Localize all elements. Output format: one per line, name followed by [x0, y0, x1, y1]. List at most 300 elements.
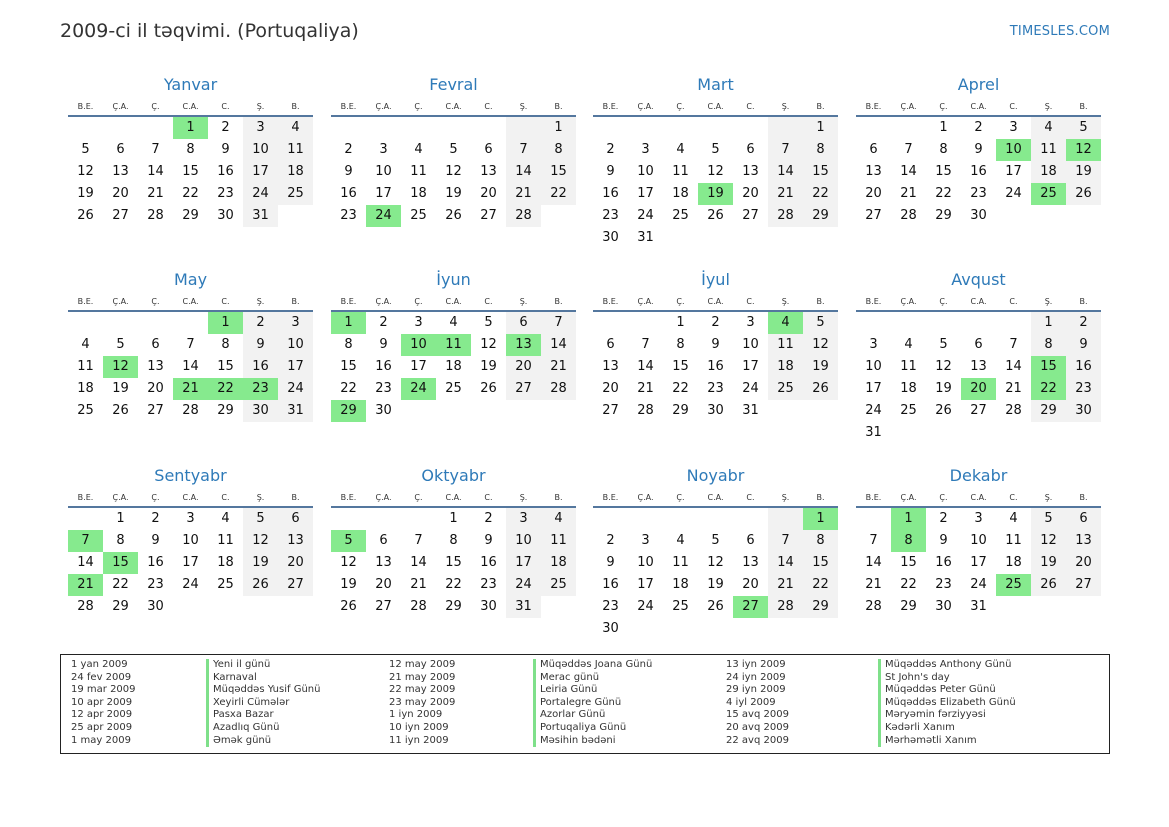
legend-date: 1 iyn 2009	[389, 709, 443, 721]
weekday-label: Ç.	[676, 493, 685, 502]
day-cell: 26	[707, 208, 724, 223]
day-cell: 21	[900, 186, 917, 201]
day-cell: 13	[1066, 530, 1101, 552]
weekday-label: B.	[1079, 297, 1088, 306]
weekday-label: C.	[1009, 493, 1018, 502]
day-cell: 22	[182, 186, 199, 201]
day-cell: 1	[116, 511, 125, 526]
legend-date: 12 may 2009	[389, 659, 456, 670]
day-cell: 7	[904, 142, 913, 157]
empty-cell	[173, 312, 208, 334]
empty-cell	[768, 117, 803, 139]
day-cell: 18	[900, 381, 917, 396]
day-cell: 2	[606, 142, 615, 157]
day-cell: 15	[803, 161, 838, 183]
weekday-label: B.E.	[602, 102, 619, 111]
day-cell: 19	[803, 356, 838, 378]
weekday-header	[593, 488, 838, 508]
day-cell: 3	[243, 117, 278, 139]
empty-cell	[401, 508, 436, 530]
day-cell: 11	[672, 555, 689, 570]
day-cell: 27	[1066, 574, 1101, 596]
day-cell: 14	[77, 555, 94, 570]
day-cell: 13	[278, 530, 313, 552]
day-cell: 9	[344, 164, 353, 179]
day-cell: 11	[217, 533, 234, 548]
holiday-day-cell: 13	[506, 334, 541, 356]
day-cell: 16	[147, 555, 164, 570]
legend-holiday-name: Mərhəmətli Xanım	[885, 734, 977, 746]
day-cell: 23	[602, 208, 619, 223]
day-cell: 26	[803, 378, 838, 400]
day-cell: 29	[803, 205, 838, 227]
holiday-day-cell: 1	[173, 117, 208, 139]
empty-cell	[366, 508, 401, 530]
day-cell: 31	[865, 425, 882, 440]
day-cell: 1	[1031, 312, 1066, 334]
day-cell: 31	[278, 400, 313, 422]
day-cell: 7	[869, 533, 878, 548]
day-cell: 20	[742, 186, 759, 201]
day-cell: 19	[707, 577, 724, 592]
empty-cell	[506, 117, 541, 139]
day-cell: 22	[445, 577, 462, 592]
weekday-label: C.A.	[970, 102, 987, 111]
day-cell: 12	[445, 164, 462, 179]
holiday-day-cell: 25	[1031, 183, 1066, 205]
weekday-header	[331, 97, 576, 117]
empty-cell	[593, 508, 628, 530]
day-cell: 19	[445, 186, 462, 201]
day-cell: 6	[278, 508, 313, 530]
holiday-day-cell: 7	[68, 530, 103, 552]
day-cell: 21	[541, 356, 576, 378]
holiday-day-cell: 19	[698, 183, 733, 205]
weekday-label: B.	[816, 102, 825, 111]
day-cell: 13	[865, 164, 882, 179]
day-cell: 23	[707, 381, 724, 396]
legend-date: 20 avq 2009	[726, 721, 789, 733]
day-cell: 25	[672, 599, 689, 614]
days-grid	[856, 312, 1101, 444]
day-cell: 30	[602, 230, 619, 245]
day-cell: 19	[935, 381, 952, 396]
month-6	[331, 269, 576, 422]
weekday-header	[331, 292, 576, 312]
day-cell: 26	[707, 599, 724, 614]
holiday-legend	[60, 654, 1110, 754]
empty-cell	[103, 312, 138, 334]
legend-date: 29 iyn 2009	[726, 684, 786, 696]
empty-cell	[698, 117, 733, 139]
day-cell: 29	[935, 208, 952, 223]
day-cell: 30	[1066, 400, 1101, 422]
weekday-label: B.E.	[340, 493, 357, 502]
day-cell: 22	[672, 381, 689, 396]
day-cell: 16	[970, 164, 987, 179]
days-grid	[856, 508, 1101, 618]
days-grid	[856, 117, 1101, 227]
holiday-day-cell: 10	[401, 334, 436, 356]
holiday-day-cell: 11	[436, 334, 471, 356]
day-cell: 10	[637, 555, 654, 570]
day-cell: 15	[803, 552, 838, 574]
day-cell: 17	[410, 359, 427, 374]
day-cell: 26	[480, 381, 497, 396]
day-cell: 5	[803, 312, 838, 334]
day-cell: 30	[480, 599, 497, 614]
weekday-label: B.E.	[865, 493, 882, 502]
empty-cell	[926, 312, 961, 334]
day-cell: 22	[541, 183, 576, 205]
month-name: Sentyabr	[154, 466, 227, 485]
month-12	[856, 465, 1101, 618]
month-name: Oktyabr	[421, 466, 486, 485]
day-cell: 5	[939, 337, 948, 352]
day-cell: 12	[77, 164, 94, 179]
weekday-label: Ş.	[256, 493, 265, 502]
day-cell: 28	[541, 378, 576, 400]
weekday-label: B.	[291, 297, 300, 306]
weekday-label: C.	[484, 493, 493, 502]
day-cell: 30	[217, 208, 234, 223]
weekday-label: Ç.	[151, 297, 160, 306]
day-cell: 18	[410, 186, 427, 201]
day-cell: 5	[81, 142, 90, 157]
day-cell: 25	[768, 378, 803, 400]
days-grid	[68, 508, 313, 618]
day-cell: 6	[746, 142, 755, 157]
day-cell: 11	[410, 164, 427, 179]
legend-date: 21 may 2009	[389, 671, 456, 683]
weekday-header	[856, 292, 1101, 312]
day-cell: 25	[278, 183, 313, 205]
weekday-label: C.A.	[445, 493, 462, 502]
weekday-label: C.	[746, 102, 755, 111]
empty-cell	[628, 508, 663, 530]
day-cell: 18	[278, 161, 313, 183]
month-5	[68, 269, 313, 422]
weekday-header	[68, 97, 313, 117]
weekday-label: C.A.	[445, 297, 462, 306]
weekday-label: Ş.	[781, 297, 790, 306]
day-cell: 29	[1031, 400, 1066, 422]
weekday-header	[68, 488, 313, 508]
weekday-label: B.	[554, 102, 563, 111]
day-cell: 15	[217, 359, 234, 374]
day-cell: 5	[243, 508, 278, 530]
day-cell: 12	[340, 555, 357, 570]
day-cell: 28	[506, 205, 541, 227]
legend-date: 23 may 2009	[389, 696, 456, 708]
day-cell: 14	[1005, 359, 1022, 374]
day-cell: 6	[484, 142, 493, 157]
empty-cell	[996, 312, 1031, 334]
legend-holiday-name: Müqəddəs Joana Günü	[540, 659, 653, 670]
day-cell: 18	[672, 577, 689, 592]
day-cell: 24	[1005, 186, 1022, 201]
day-cell: 2	[243, 312, 278, 334]
day-cell: 26	[935, 403, 952, 418]
day-cell: 21	[865, 577, 882, 592]
day-cell: 31	[742, 403, 759, 418]
day-cell: 20	[1066, 552, 1101, 574]
day-cell: 16	[480, 555, 497, 570]
day-cell: 25	[900, 403, 917, 418]
day-cell: 27	[506, 378, 541, 400]
day-cell: 22	[900, 577, 917, 592]
day-cell: 12	[707, 164, 724, 179]
day-cell: 9	[974, 142, 983, 157]
empty-cell	[628, 117, 663, 139]
day-cell: 18	[445, 359, 462, 374]
weekday-label: Ç.A.	[112, 297, 129, 306]
day-cell: 10	[970, 533, 987, 548]
holiday-day-cell: 1	[331, 312, 366, 334]
legend-date: 1 may 2009	[71, 734, 131, 746]
day-cell: 3	[506, 508, 541, 530]
day-cell: 24	[970, 577, 987, 592]
day-cell: 4	[1009, 511, 1018, 526]
month-11	[593, 465, 838, 640]
legend-holiday-name: Müqəddəs Elizabeth Günü	[885, 696, 1016, 708]
day-cell: 14	[541, 334, 576, 356]
holiday-day-cell: 10	[996, 139, 1031, 161]
day-cell: 16	[375, 359, 392, 374]
day-cell: 9	[379, 337, 388, 352]
weekday-label: Ç.A.	[900, 493, 917, 502]
empty-cell	[891, 312, 926, 334]
day-cell: 1	[541, 117, 576, 139]
weekday-label: B.E.	[865, 297, 882, 306]
month-8	[856, 269, 1101, 444]
day-cell: 29	[112, 599, 129, 614]
day-cell: 12	[707, 555, 724, 570]
month-name: Aprel	[957, 75, 1000, 94]
day-cell: 5	[116, 337, 125, 352]
day-cell: 7	[768, 139, 803, 161]
days-grid	[68, 312, 313, 422]
holiday-day-cell: 1	[803, 508, 838, 530]
month-name: May	[173, 270, 208, 289]
day-cell: 5	[449, 142, 458, 157]
day-cell: 24	[637, 599, 654, 614]
day-cell: 28	[768, 596, 803, 618]
day-cell: 21	[506, 183, 541, 205]
day-cell: 9	[243, 334, 278, 356]
month-10	[331, 465, 576, 618]
day-cell: 17	[182, 555, 199, 570]
day-cell: 22	[340, 381, 357, 396]
day-cell: 15	[672, 359, 689, 374]
day-cell: 28	[147, 208, 164, 223]
legend-holiday-name: St John's day	[885, 671, 950, 683]
weekday-label: Ş.	[781, 102, 790, 111]
day-cell: 10	[278, 334, 313, 356]
legend-date: 24 fev 2009	[71, 671, 132, 683]
day-cell: 10	[637, 164, 654, 179]
holiday-day-cell: 1	[208, 312, 243, 334]
day-cell: 17	[1005, 164, 1022, 179]
days-grid	[593, 312, 838, 422]
weekday-label: Ş.	[519, 297, 528, 306]
legend-date: 4 iyl 2009	[726, 696, 776, 708]
empty-cell	[733, 508, 768, 530]
holiday-day-cell: 12	[103, 356, 138, 378]
day-cell: 4	[676, 533, 685, 548]
holiday-day-cell: 25	[996, 574, 1031, 596]
empty-cell	[856, 117, 891, 139]
day-cell: 4	[541, 508, 576, 530]
day-cell: 17	[243, 161, 278, 183]
weekday-label: Ç.	[939, 102, 948, 111]
legend-date: 10 iyn 2009	[389, 721, 449, 733]
day-cell: 8	[803, 530, 838, 552]
weekday-label: Ç.A.	[637, 297, 654, 306]
weekday-label: C.A.	[445, 102, 462, 111]
day-cell: 28	[768, 205, 803, 227]
weekday-label: B.	[816, 493, 825, 502]
day-cell: 6	[746, 533, 755, 548]
day-cell: 11	[768, 334, 803, 356]
legend-holiday-name: Müqəddəs Peter Günü	[885, 684, 996, 696]
day-cell: 20	[506, 356, 541, 378]
day-cell: 9	[221, 142, 230, 157]
day-cell: 11	[900, 359, 917, 374]
legend-date: 12 apr 2009	[71, 709, 133, 721]
weekday-label: C.	[1009, 297, 1018, 306]
weekday-label: Ç.	[151, 493, 160, 502]
weekday-header	[68, 292, 313, 312]
day-cell: 8	[186, 142, 195, 157]
day-cell: 31	[970, 599, 987, 614]
day-cell: 10	[375, 164, 392, 179]
day-cell: 11	[1005, 533, 1022, 548]
day-cell: 27	[375, 599, 392, 614]
days-grid	[593, 508, 838, 640]
day-cell: 9	[606, 555, 615, 570]
weekday-label: Ş.	[1044, 493, 1053, 502]
day-cell: 20	[112, 186, 129, 201]
day-cell: 20	[865, 186, 882, 201]
day-cell: 16	[707, 359, 724, 374]
day-cell: 2	[1066, 312, 1101, 334]
day-cell: 22	[803, 574, 838, 596]
holiday-day-cell: 20	[961, 378, 996, 400]
legend-holiday-name: Kədərli Xanım	[885, 721, 955, 733]
month-2	[331, 74, 576, 227]
weekday-label: B.	[1079, 102, 1088, 111]
weekday-label: B.E.	[77, 493, 94, 502]
empty-cell	[768, 508, 803, 530]
day-cell: 31	[637, 230, 654, 245]
holiday-day-cell: 22	[1031, 378, 1066, 400]
weekday-label: B.E.	[340, 102, 357, 111]
day-cell: 27	[602, 403, 619, 418]
legend-holiday-name: Portalegre Günü	[540, 696, 622, 708]
day-cell: 19	[1031, 552, 1066, 574]
weekday-label: B.	[554, 297, 563, 306]
day-cell: 25	[77, 403, 94, 418]
day-cell: 22	[803, 183, 838, 205]
day-cell: 10	[865, 359, 882, 374]
day-cell: 3	[974, 511, 983, 526]
day-cell: 13	[480, 164, 497, 179]
legend-date: 10 apr 2009	[71, 696, 133, 708]
weekday-label: B.	[291, 493, 300, 502]
day-cell: 3	[869, 337, 878, 352]
weekday-label: C.A.	[707, 493, 724, 502]
day-cell: 11	[77, 359, 94, 374]
day-cell: 17	[637, 186, 654, 201]
weekday-label: B.	[1079, 493, 1088, 502]
weekday-label: C.A.	[970, 297, 987, 306]
day-cell: 28	[637, 403, 654, 418]
holiday-day-cell: 8	[891, 530, 926, 552]
month-1	[68, 74, 313, 227]
day-cell: 28	[77, 599, 94, 614]
day-cell: 13	[602, 359, 619, 374]
day-cell: 17	[865, 381, 882, 396]
weekday-header	[331, 488, 576, 508]
legend-holiday-name: Azadlıq Günü	[213, 721, 280, 733]
day-cell: 1	[939, 120, 948, 135]
empty-cell	[663, 508, 698, 530]
day-cell: 19	[243, 552, 278, 574]
day-cell: 23	[970, 186, 987, 201]
day-cell: 17	[278, 356, 313, 378]
day-cell: 26	[112, 403, 129, 418]
day-cell: 14	[768, 161, 803, 183]
empty-cell	[961, 312, 996, 334]
weekday-label: C.A.	[707, 297, 724, 306]
day-cell: 28	[182, 403, 199, 418]
day-cell: 9	[1066, 334, 1101, 356]
weekday-label: Ç.	[939, 297, 948, 306]
day-cell: 17	[506, 552, 541, 574]
day-cell: 6	[151, 337, 160, 352]
empty-cell	[891, 117, 926, 139]
weekday-label: B.E.	[340, 297, 357, 306]
empty-cell	[331, 117, 366, 139]
weekday-label: B.	[554, 493, 563, 502]
weekday-label: Ş.	[256, 102, 265, 111]
day-cell: 5	[1031, 508, 1066, 530]
holiday-day-cell: 21	[173, 378, 208, 400]
weekday-label: Ç.A.	[375, 102, 392, 111]
day-cell: 1	[449, 511, 458, 526]
holiday-day-cell: 21	[68, 574, 103, 596]
day-cell: 4	[904, 337, 913, 352]
day-cell: 12	[803, 334, 838, 356]
weekday-header	[593, 292, 838, 312]
empty-cell	[733, 117, 768, 139]
day-cell: 24	[742, 381, 759, 396]
day-cell: 17	[637, 577, 654, 592]
day-cell: 4	[81, 337, 90, 352]
day-cell: 30	[375, 403, 392, 418]
day-cell: 7	[1009, 337, 1018, 352]
brand-link[interactable]: TIMESLES.COM	[1009, 24, 1110, 39]
weekday-label: Ç.A.	[375, 493, 392, 502]
day-cell: 27	[147, 403, 164, 418]
day-cell: 13	[742, 555, 759, 570]
weekday-header	[593, 97, 838, 117]
day-cell: 2	[939, 511, 948, 526]
day-cell: 23	[375, 381, 392, 396]
day-cell: 2	[151, 511, 160, 526]
day-cell: 14	[637, 359, 654, 374]
